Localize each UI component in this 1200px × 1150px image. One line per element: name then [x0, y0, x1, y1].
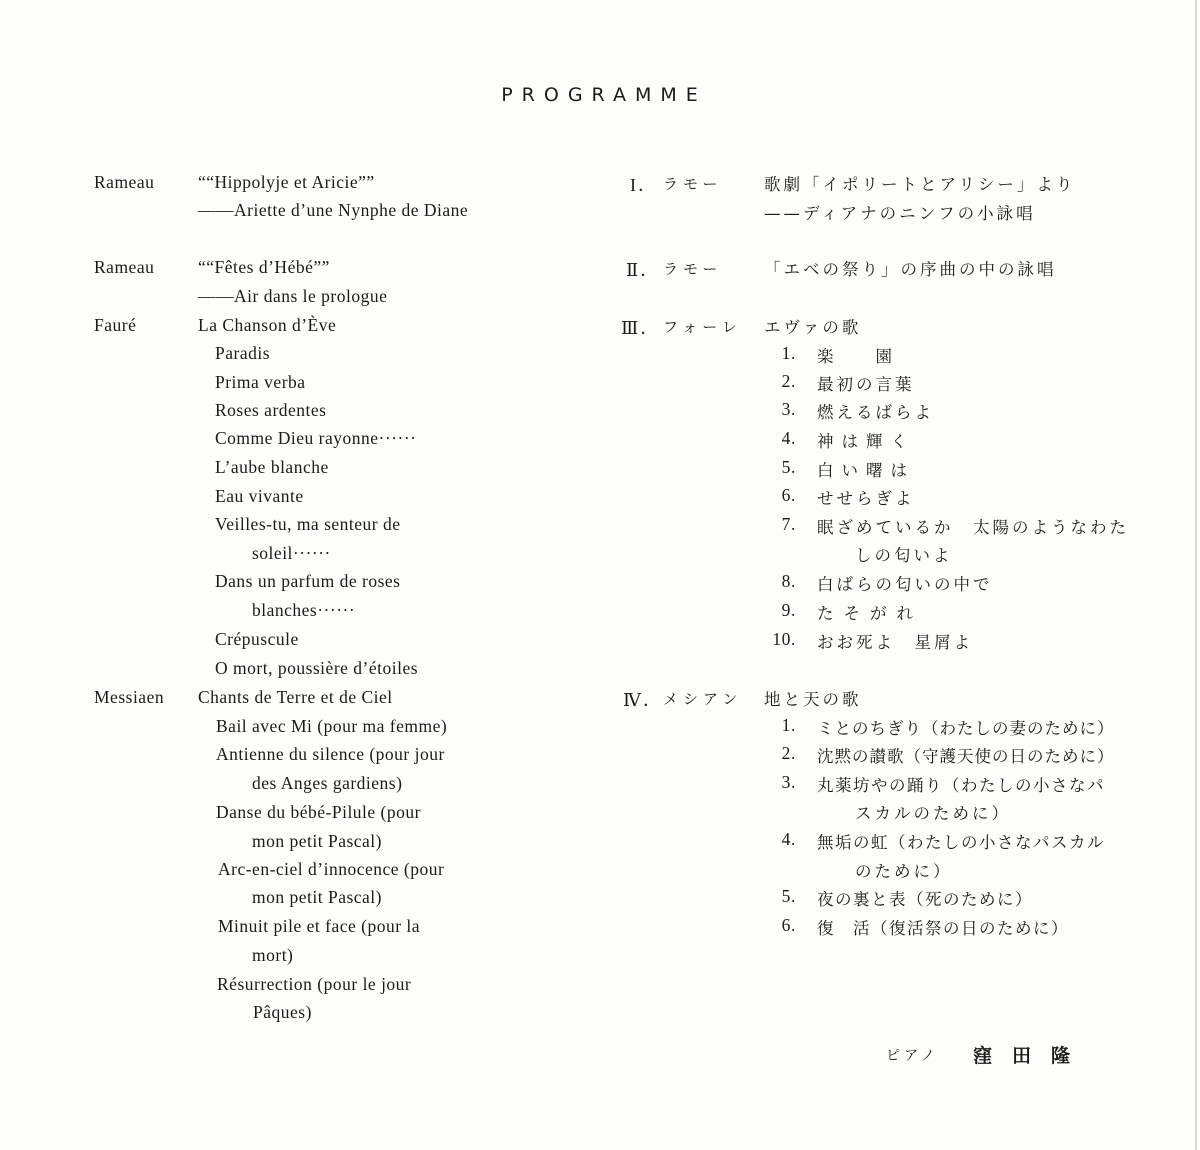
- song-item-continued: mon petit Pascal): [252, 831, 383, 851]
- credit-name: 窪田隆: [973, 1045, 1091, 1067]
- song-number: 6.: [781, 915, 796, 935]
- roman-numeral-3: Ⅲ．: [621, 318, 661, 338]
- song-item-jp: おお死よ 星屑よ: [817, 633, 973, 652]
- song-item-jp-continued: のために）: [855, 862, 953, 881]
- song-item-continued: des Anges gardiens): [252, 773, 403, 793]
- composer-faure: Fauré: [94, 315, 137, 335]
- song-number: 3.: [781, 772, 796, 792]
- page-title: PROGRAMME: [501, 84, 707, 106]
- composer-rameau-2: Rameau: [94, 257, 155, 277]
- work-title-fetes: ““Fêtes d’Hébé””: [198, 257, 330, 277]
- song-item: Veilles-tu, ma senteur de: [215, 514, 401, 534]
- song-item: Résurrection (pour le jour: [217, 974, 412, 994]
- song-item-continued: blanches······: [252, 600, 356, 620]
- song-item: Dans un parfum de roses: [215, 571, 401, 591]
- work-title-hippolyte: ““Hippolyje et Aricie””: [198, 172, 375, 192]
- song-number: 6.: [781, 485, 796, 505]
- song-number: 4.: [781, 428, 796, 448]
- song-item-jp: 丸薬坊やの踊り（わたしの小さなパ: [817, 776, 1105, 795]
- song-item-continued: soleil······: [252, 543, 331, 563]
- song-item: Danse du bébé-Pilule (pour: [216, 802, 421, 822]
- work-title-chants: Chants de Terre et de Ciel: [198, 687, 393, 707]
- song-item-jp: 楽 園: [817, 347, 895, 366]
- song-number: 7.: [781, 514, 796, 534]
- song-item-jp: 夜の裏と表（死のために）: [817, 890, 1033, 909]
- work-title-jp-3: エヴァの歌: [764, 318, 862, 337]
- song-number: 1.: [781, 343, 796, 363]
- song-item-jp: せせらぎよ: [817, 489, 915, 508]
- song-number: 2.: [781, 743, 796, 763]
- song-number: 10.: [772, 629, 796, 649]
- song-item: Arc-en-ciel d’innocence (pour: [218, 859, 445, 879]
- song-item-jp: 白ばらの匂いの中で: [817, 575, 993, 594]
- song-item-jp-continued: しの匂いよ: [855, 546, 953, 565]
- song-number: 9.: [781, 600, 796, 620]
- composer-jp-messiaen: メシアン: [663, 690, 743, 708]
- composer-messiaen: Messiaen: [94, 687, 165, 707]
- song-item: Paradis: [215, 343, 271, 363]
- song-item: O mort, poussière d’étoiles: [215, 658, 419, 678]
- song-number: 3.: [781, 399, 796, 419]
- page-edge: [1195, 0, 1197, 1150]
- song-item: Roses ardentes: [215, 400, 327, 420]
- work-title-jp-1: 歌劇「イポリートとアリシー」より: [764, 175, 1076, 194]
- song-item-jp: 最初の言葉: [817, 375, 915, 394]
- song-number: 2.: [781, 371, 796, 391]
- composer-jp-rameau-2: ラモー: [663, 260, 723, 278]
- song-number: 1.: [781, 715, 796, 735]
- song-item-jp: 眠ざめているか 太陽のようなわた: [817, 518, 1129, 537]
- song-item-jp: たそがれ: [817, 604, 923, 623]
- song-item-jp: 復 活（復活祭の日のために）: [817, 919, 1069, 938]
- song-item: L’aube blanche: [215, 457, 329, 477]
- song-item-continued: Pâques): [253, 1002, 312, 1022]
- song-item-jp: ミとのちぎり（わたしの妻のために）: [817, 719, 1115, 738]
- song-number: 5.: [781, 886, 796, 906]
- song-item: Minuit pile et face (pour la: [218, 916, 421, 936]
- composer-rameau-1: Rameau: [94, 172, 155, 192]
- song-item-jp: 神は輝く: [817, 432, 915, 451]
- song-number: 8.: [781, 571, 796, 591]
- work-title-jp-4: 地と天の歌: [764, 690, 862, 709]
- credit-role: ピアノ: [886, 1048, 939, 1064]
- work-subtitle-ariette: ——Ariette d’une Nynphe de Diane: [198, 200, 469, 220]
- song-item-jp: 無垢の虹（わたしの小さなパスカル: [817, 833, 1105, 852]
- roman-numeral-4: Ⅳ．: [623, 690, 663, 710]
- song-item-jp: 白い曙は: [817, 461, 915, 480]
- work-title-chanson-eve: La Chanson d’Ève: [198, 315, 337, 335]
- song-item: Antienne du silence (pour jour: [216, 744, 445, 764]
- composer-jp-faure: フォーレ: [663, 318, 742, 336]
- work-subtitle-air: ——Air dans le prologue: [198, 286, 388, 306]
- song-item: Bail avec Mi (pour ma femme): [216, 716, 448, 736]
- work-subtitle-jp-1: ——ディアナのニンフの小詠唱: [764, 204, 1036, 223]
- song-item: Comme Dieu rayonne······: [215, 428, 417, 448]
- song-item-jp-continued: スカルのために）: [855, 804, 1011, 823]
- composer-jp-rameau-1: ラモー: [663, 175, 723, 193]
- song-item-continued: mon petit Pascal): [252, 887, 383, 907]
- song-number: 5.: [781, 457, 796, 477]
- song-item-jp: 燃えるばらよ: [817, 403, 934, 422]
- song-item-jp: 沈黙の讃歌（守護天使の日のために）: [817, 747, 1115, 766]
- roman-numeral-1: I．: [630, 175, 658, 195]
- song-item: Prima verba: [215, 372, 306, 392]
- roman-numeral-2: Ⅱ．: [626, 260, 661, 280]
- work-title-jp-2: 「エベの祭り」の序曲の中の詠唱: [764, 260, 1057, 279]
- song-item-continued: mort): [252, 945, 294, 965]
- song-number: 4.: [781, 829, 796, 849]
- song-item: Eau vivante: [215, 486, 304, 506]
- song-item: Crépuscule: [215, 629, 299, 649]
